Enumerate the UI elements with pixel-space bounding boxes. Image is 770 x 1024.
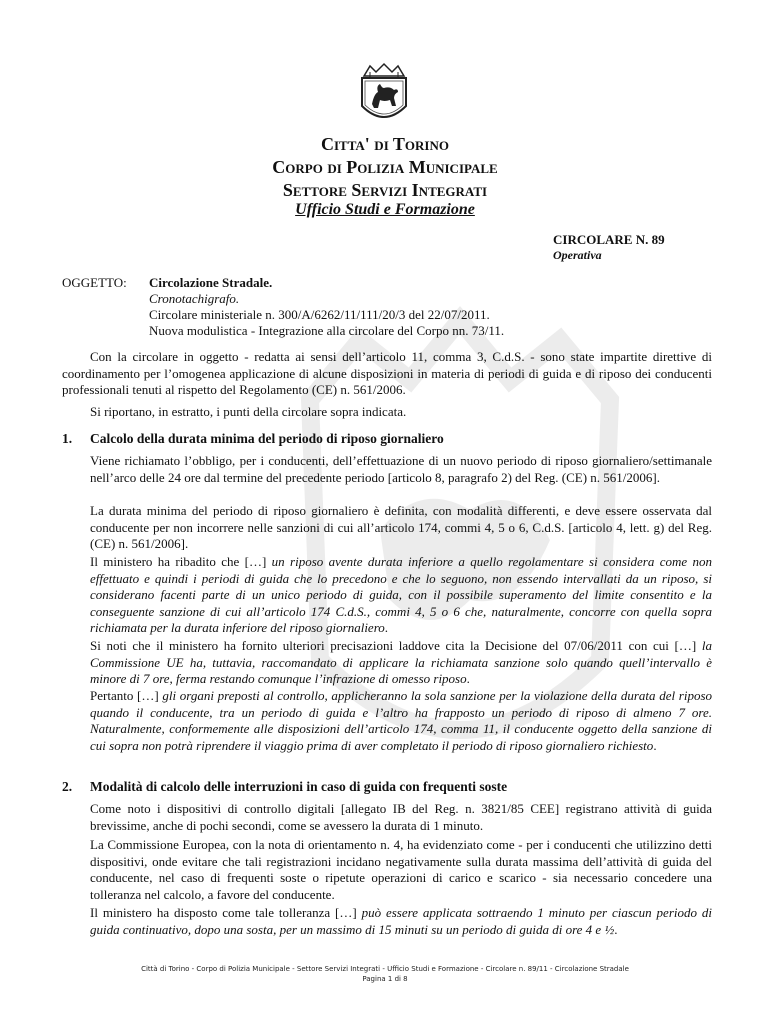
- section-1-p5-lead: Pertanto […]: [90, 688, 163, 703]
- section-1-p4-lead: Si noti che il ministero ha fornito ulteriori precisazioni laddove cita la Decisione del 07/06/2011 con cui […]: [90, 638, 702, 653]
- section-2-p3-quote: può essere applicata sottraendo 1 minuto per ciascun periodo di guida continuativo, dopo una sosta, per un massimo di 15 minuti su un periodo di guida di ore 4 e ½: [90, 905, 712, 937]
- section-1-title: Calcolo della durata minima del periodo di riposo giornaliero: [90, 431, 444, 446]
- section-1-p4-quote: la Commissione UE ha, tuttavia, raccomandato di applicare la richiamata sanzione solo quando quell’intervallo è minore di 7 ore, ferma restando comunque l’infrazione di omesso riposo: [90, 638, 712, 686]
- section-1-paragraph-1: Viene richiamato l’obbligo, per i conducenti, dell’effettuazione di un nuovo periodo di riposo giornaliero/settimanale nell’arco delle 24 ore dal termine del precedente periodo [articolo 8, paragrafo 2) del Reg. (CE) n. 561/2006].: [90, 453, 712, 485]
- section-1-number: 1.: [62, 431, 73, 446]
- section-2-p3-lead: Il ministero ha disposto come tale tolleranza […]: [90, 905, 362, 920]
- section-1-p4-end: .: [466, 671, 470, 686]
- section-1-paragraph-4: [90, 638, 712, 688]
- section-1-paragraph-3: [90, 554, 712, 637]
- oggetto-label: OGGETTO:: [62, 275, 127, 290]
- section-2-paragraph-3: [90, 905, 712, 938]
- section-1-p5-end: .: [653, 737, 657, 753]
- footer-line: Città di Torino - Corpo di Polizia Municipale - Settore Servizi Integrati - Ufficio Studi e Formazione - Circolare n. 89/11 - Circolazione Stradale: [141, 965, 629, 973]
- torino-bull-crest-icon: [356, 62, 412, 128]
- oggetto-ref: Circolare ministeriale n. 300/A/6262/11/111/20/3 del 22/07/2011.: [149, 307, 490, 322]
- oggetto-block: [149, 275, 504, 339]
- section-1-p5-quote: gli organi preposti al controllo, applicheranno la sola sanzione per la violazione della durata del riposo quando il conducente, tra un periodo di guida e l’altro ha frapposto un periodo di riposo di almeno 7 ore. Naturalmente, conformemente alle disposizioni dell’articolo 174, comma 11, il conducente oggetto della sanzione di cui sopra non potrà riprendere il viaggio prima di aver completato il periodo di riposo giornaliero richiesto: [90, 688, 713, 753]
- section-1-p3-quote: un riposo avente durata inferiore a quello regolamentare si considera come non effettuato e quindi i periodi di guida che lo precedono e che lo seguono, non essendo intervallati da un riposo, si considerano facenti parte di un unico periodo di guida, con il possibile superamento del limite consentito e la conseguente sanzione di cui all’articolo 174 C.d.S., commi 4, 5 o 6 che, naturalmente, concorre con quella sopra richiamata per la durata inferiore del riposo giornaliero: [90, 554, 712, 635]
- section-2-p3-end: .: [614, 921, 618, 937]
- oggetto-integration: Nuova modulistica - Integrazione alla circolare del Corpo nn. 73/11.: [149, 323, 505, 338]
- page-number: Pagina 1 di 8: [362, 975, 408, 983]
- section-2-paragraph-1: Come noto i dispositivi di controllo digitali [allegato IB del Reg. n. 3821/85 CEE] registrano attività di guida brevissime, anche di pochi secondi, come se avessero la durata di 1 minuto.: [90, 801, 712, 833]
- section-2-number: 2.: [62, 779, 73, 794]
- section-1-paragraph-5: [90, 688, 712, 754]
- intro-paragraph: Con la circolare in oggetto - redatta ai sensi dell’articolo 11, comma 3, C.d.S. - sono state impartite direttive di coordinamento per l’omogenea applicazione di alcune disposizioni in materia di periodi di guida e di riposo dei conducenti professionali tenuti al rispetto del Regolamento (CE) n. 561/2006.: [62, 349, 712, 397]
- section-1-paragraph-2: La durata minima del periodo di riposo giornaliero è definita, con modalità differenti, e deve essere osservata dal conducente per non incorrere nelle sanzioni di cui all’articolo 174, commi 4, 5 o 6, C.d.S. [articolo 4, lett. g) del Reg. (CE) n. 561/2006].: [90, 503, 712, 551]
- circolare-number: CIRCOLARE N. 89: [553, 232, 665, 247]
- section-2-title: Modalità di calcolo delle interruzioni in caso di guida con frequenti soste: [90, 779, 508, 794]
- section-1-p3-end: .: [384, 620, 389, 635]
- oggetto-subtitle: Cronotachigrafo.: [149, 291, 240, 306]
- section-2-paragraph-2: La Commissione Europea, con la nota di orientamento n. 4, ha evidenziato come - per i conducenti che utilizzino detti dispositivi, onde evitare che tali registrazioni incidano negativamente sulla durata massima dell’attività di guida del conducente, nel caso di frequenti soste o ripetute operazioni di carico e scarico - sia necessario concedere una tolleranza nel calcolo, a favore del conducente.: [90, 837, 712, 902]
- oggetto-title: Circolazione Stradale.: [149, 275, 273, 290]
- section-1-p3-lead: Il ministero ha ribadito che […]: [90, 554, 272, 569]
- section-2-heading: [62, 779, 507, 795]
- section-1-heading: [62, 431, 444, 447]
- intro-extract-note: Si riportano, in estratto, i punti della circolare sopra indicata.: [90, 404, 407, 419]
- header-office: Ufficio Studi e Formazione: [295, 201, 475, 218]
- header-corps: Corpo di Polizia Municipale: [272, 157, 498, 177]
- header-city: Citta' di Torino: [320, 134, 449, 154]
- circolare-type: Operativa: [553, 248, 602, 262]
- header-sector: Settore Servizi Integrati: [282, 180, 488, 200]
